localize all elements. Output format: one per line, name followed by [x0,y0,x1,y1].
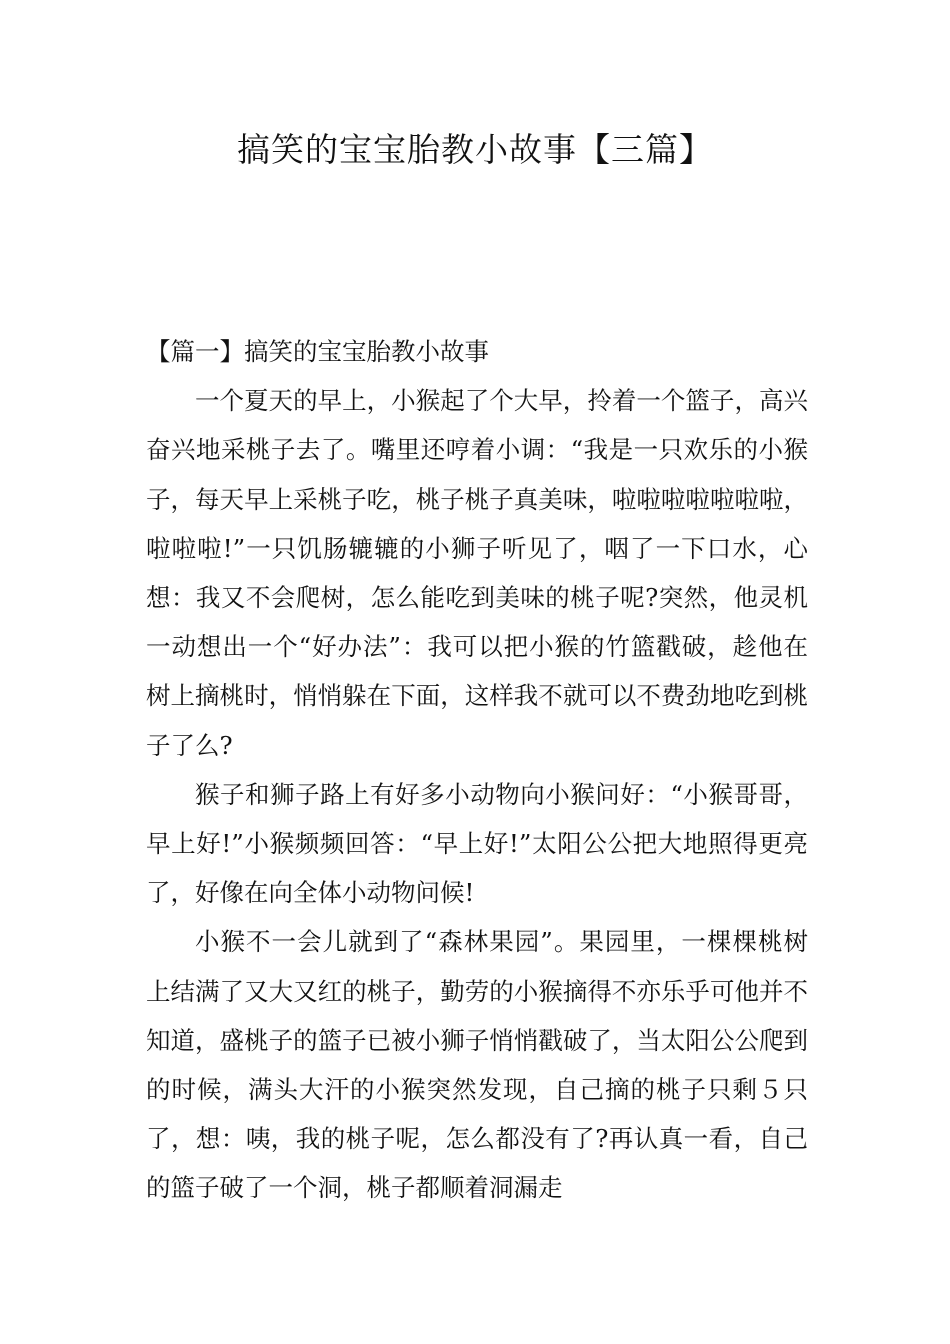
paragraph: 猴子和狮子路上有好多小动物向小猴问好：“小猴哥哥，早上好!”小猴频频回答：“早上好!”太阳公公把大地照得更亮了，好像在向全体小动物问候! [146,779,808,908]
paragraph: 小猴不一会儿就到了“森林果园”。果园里，一棵棵桃树上结满了又大又红的桃子，勤劳的小猴摘得不亦乐乎可他并不知道，盛桃子的篮子已被小狮子悄悄戳破了，当太阳公公爬到的时候，满头大汗的小猴突然发现，自己摘的桃子只剩５只了，想：咦，我的桃子呢，怎么都没有了?再认真一看，自己的篮子破了一个洞，桃子都顺着洞漏走 [146,927,808,1203]
section-heading: 【篇一】搞笑的宝宝胎教小故事 [146,337,489,366]
document-title: 搞笑的宝宝胎教小故事【三篇】 [237,130,713,169]
paragraph: 一个夏天的早上，小猴起了个大早，拎着一个篮子，高兴奋兴地采桃子去了。嘴里还哼着小调：“我是一只欢乐的小猴子，每天早上采桃子吃，桃子桃子真美味，啦啦啦啦啦啦啦，啦啦啦!”一只饥肠辘辘的小狮子听见了，咽了一下口水，心想：我又不会爬树，怎么能吃到美味的桃子呢?突然，他灵机一动想出一个“好办法”：我可以把小猴的竹篮戳破，趁他在树上摘桃时，悄悄躲在下面，这样我不就可以不费劲地吃到桃子了么? [146,386,808,760]
document-body [146,327,808,1213]
